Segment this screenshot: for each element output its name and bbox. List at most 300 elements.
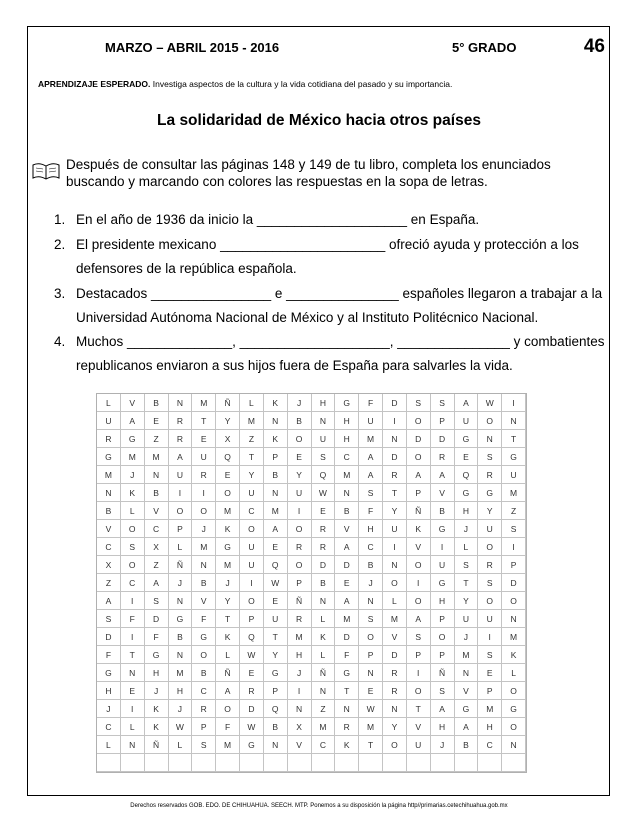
word-search-cell[interactable]: M bbox=[359, 718, 383, 736]
word-search-cell[interactable]: V bbox=[407, 718, 431, 736]
word-search-cell[interactable]: N bbox=[335, 484, 359, 502]
word-search-cell[interactable]: O bbox=[478, 412, 502, 430]
word-search-cell[interactable]: V bbox=[431, 484, 455, 502]
word-search-cell[interactable]: N bbox=[121, 736, 145, 754]
word-search-cell[interactable]: B bbox=[288, 412, 312, 430]
word-search-cell[interactable]: I bbox=[502, 394, 526, 412]
word-search-cell[interactable]: M bbox=[335, 610, 359, 628]
word-search-cell[interactable]: F bbox=[192, 610, 216, 628]
word-search-cell[interactable] bbox=[312, 754, 336, 772]
word-search-cell[interactable]: F bbox=[97, 646, 121, 664]
word-search-cell[interactable]: G bbox=[240, 736, 264, 754]
word-search-cell[interactable]: M bbox=[145, 448, 169, 466]
word-search-cell[interactable]: R bbox=[240, 682, 264, 700]
word-search-cell[interactable]: G bbox=[169, 610, 193, 628]
word-search-cell[interactable]: B bbox=[359, 556, 383, 574]
word-search-cell[interactable]: D bbox=[335, 628, 359, 646]
word-search-cell[interactable]: Y bbox=[216, 412, 240, 430]
word-search-cell[interactable]: E bbox=[192, 430, 216, 448]
word-search-cell[interactable]: G bbox=[335, 394, 359, 412]
word-search-cell[interactable]: E bbox=[240, 664, 264, 682]
word-search-cell[interactable]: T bbox=[335, 682, 359, 700]
word-search-cell[interactable]: J bbox=[288, 394, 312, 412]
word-search-cell[interactable]: N bbox=[502, 610, 526, 628]
word-search-cell[interactable]: U bbox=[478, 610, 502, 628]
word-search-cell[interactable]: E bbox=[478, 664, 502, 682]
word-search-cell[interactable]: O bbox=[288, 430, 312, 448]
word-search-cell[interactable]: M bbox=[169, 664, 193, 682]
word-search-cell[interactable]: F bbox=[359, 394, 383, 412]
word-search-cell[interactable]: Ñ bbox=[216, 664, 240, 682]
word-search-cell[interactable]: A bbox=[359, 448, 383, 466]
word-search-cell[interactable]: C bbox=[97, 718, 121, 736]
word-search-cell[interactable]: H bbox=[312, 394, 336, 412]
word-search-cell[interactable]: P bbox=[431, 610, 455, 628]
word-search-cell[interactable]: I bbox=[407, 664, 431, 682]
word-search-cell[interactable]: E bbox=[359, 682, 383, 700]
word-search-cell[interactable]: Z bbox=[502, 502, 526, 520]
word-search-cell[interactable]: K bbox=[216, 520, 240, 538]
word-search-cell[interactable]: J bbox=[216, 574, 240, 592]
word-search-cell[interactable]: T bbox=[121, 646, 145, 664]
word-search-cell[interactable]: M bbox=[359, 430, 383, 448]
word-search-cell[interactable]: O bbox=[407, 682, 431, 700]
word-search-cell[interactable]: F bbox=[359, 502, 383, 520]
word-search-cell[interactable]: O bbox=[216, 484, 240, 502]
word-search-cell[interactable]: K bbox=[312, 628, 336, 646]
word-search-cell[interactable]: A bbox=[335, 592, 359, 610]
word-search-cell[interactable]: Z bbox=[145, 430, 169, 448]
word-search-cell[interactable]: L bbox=[121, 502, 145, 520]
word-search-cell[interactable]: L bbox=[169, 736, 193, 754]
word-search-cell[interactable]: U bbox=[240, 484, 264, 502]
word-search-cell[interactable]: B bbox=[192, 664, 216, 682]
word-search-cell[interactable]: L bbox=[121, 718, 145, 736]
word-search-cell[interactable]: O bbox=[192, 646, 216, 664]
word-search-cell[interactable] bbox=[169, 754, 193, 772]
word-search-cell[interactable]: O bbox=[288, 520, 312, 538]
word-search-cell[interactable]: R bbox=[312, 538, 336, 556]
word-search-cell[interactable]: C bbox=[312, 736, 336, 754]
word-search-cell[interactable] bbox=[431, 754, 455, 772]
word-search-cell[interactable]: B bbox=[169, 628, 193, 646]
word-search-cell[interactable]: G bbox=[502, 700, 526, 718]
word-search-cell[interactable]: P bbox=[240, 610, 264, 628]
word-search-cell[interactable]: D bbox=[383, 646, 407, 664]
word-search-cell[interactable]: Y bbox=[478, 502, 502, 520]
word-search-cell[interactable] bbox=[455, 754, 479, 772]
word-search-cell[interactable]: O bbox=[431, 628, 455, 646]
word-search-cell[interactable]: S bbox=[359, 484, 383, 502]
word-search-cell[interactable]: L bbox=[312, 646, 336, 664]
word-search-cell[interactable]: C bbox=[121, 574, 145, 592]
word-search-cell[interactable]: D bbox=[383, 394, 407, 412]
word-search-cell[interactable]: O bbox=[192, 502, 216, 520]
word-search-cell[interactable]: U bbox=[383, 520, 407, 538]
word-search-cell[interactable]: H bbox=[335, 430, 359, 448]
word-search-cell[interactable]: Q bbox=[312, 466, 336, 484]
word-search-cell[interactable]: R bbox=[288, 610, 312, 628]
word-search-cell[interactable]: O bbox=[121, 520, 145, 538]
word-search-cell[interactable]: N bbox=[383, 430, 407, 448]
word-search-cell[interactable]: N bbox=[335, 700, 359, 718]
word-search-cell[interactable]: D bbox=[335, 556, 359, 574]
word-search-cell[interactable]: R bbox=[478, 556, 502, 574]
word-search-cell[interactable]: R bbox=[312, 520, 336, 538]
word-search-cell[interactable]: P bbox=[192, 718, 216, 736]
word-search-cell[interactable]: U bbox=[455, 412, 479, 430]
word-search-cell[interactable]: B bbox=[431, 502, 455, 520]
word-search-cell[interactable]: Y bbox=[264, 646, 288, 664]
word-search-cell[interactable]: I bbox=[431, 538, 455, 556]
word-search-cell[interactable] bbox=[264, 754, 288, 772]
word-search-cell[interactable]: N bbox=[359, 664, 383, 682]
word-search-cell[interactable]: E bbox=[312, 502, 336, 520]
word-search-cell[interactable]: O bbox=[502, 682, 526, 700]
word-search-cell[interactable]: S bbox=[97, 610, 121, 628]
word-search-cell[interactable]: R bbox=[383, 466, 407, 484]
word-search-cell[interactable]: Q bbox=[240, 628, 264, 646]
word-search-cell[interactable]: X bbox=[97, 556, 121, 574]
word-search-cell[interactable] bbox=[383, 754, 407, 772]
word-search-cell[interactable]: T bbox=[359, 736, 383, 754]
word-search-cell[interactable]: Y bbox=[240, 466, 264, 484]
word-search-cell[interactable]: K bbox=[335, 736, 359, 754]
word-search-cell[interactable]: P bbox=[431, 646, 455, 664]
word-search-cell[interactable]: N bbox=[478, 430, 502, 448]
word-search-cell[interactable]: V bbox=[192, 592, 216, 610]
word-search-cell[interactable]: Ñ bbox=[288, 592, 312, 610]
word-search-cell[interactable]: T bbox=[455, 574, 479, 592]
word-search-cell[interactable]: H bbox=[359, 520, 383, 538]
word-search-cell[interactable]: S bbox=[407, 628, 431, 646]
word-search-cell[interactable]: U bbox=[407, 736, 431, 754]
word-search-cell[interactable]: O bbox=[240, 592, 264, 610]
word-search-cell[interactable]: P bbox=[407, 646, 431, 664]
word-search-cell[interactable]: N bbox=[121, 664, 145, 682]
word-search-cell[interactable]: F bbox=[145, 628, 169, 646]
word-search-cell[interactable]: A bbox=[407, 466, 431, 484]
word-search-cell[interactable]: O bbox=[502, 718, 526, 736]
word-search-cell[interactable]: H bbox=[97, 682, 121, 700]
word-search-cell[interactable]: P bbox=[288, 574, 312, 592]
word-search-cell[interactable]: B bbox=[145, 484, 169, 502]
word-search-cell[interactable]: U bbox=[169, 466, 193, 484]
word-search-cell[interactable]: D bbox=[145, 610, 169, 628]
word-search-cell[interactable]: C bbox=[192, 682, 216, 700]
word-search-cell[interactable]: L bbox=[502, 664, 526, 682]
word-search-cell[interactable]: D bbox=[97, 628, 121, 646]
word-search-cell[interactable]: J bbox=[121, 466, 145, 484]
word-search-cell[interactable]: C bbox=[145, 520, 169, 538]
word-search-cell[interactable]: V bbox=[121, 394, 145, 412]
word-search-cell[interactable]: B bbox=[97, 502, 121, 520]
word-search-cell[interactable]: G bbox=[264, 664, 288, 682]
word-search-cell[interactable]: R bbox=[335, 718, 359, 736]
word-search-cell[interactable] bbox=[192, 754, 216, 772]
word-search-cell[interactable]: R bbox=[169, 412, 193, 430]
word-search-cell[interactable]: P bbox=[502, 556, 526, 574]
word-search-cell[interactable]: R bbox=[288, 538, 312, 556]
word-search-cell[interactable]: S bbox=[431, 682, 455, 700]
word-search-cell[interactable]: G bbox=[216, 538, 240, 556]
word-search-cell[interactable]: G bbox=[145, 646, 169, 664]
word-search-cell[interactable]: K bbox=[216, 628, 240, 646]
word-search-cell[interactable]: U bbox=[240, 538, 264, 556]
word-search-cell[interactable]: O bbox=[407, 412, 431, 430]
word-search-cell[interactable]: U bbox=[97, 412, 121, 430]
word-search-cell[interactable]: A bbox=[97, 592, 121, 610]
word-search-cell[interactable]: N bbox=[502, 412, 526, 430]
word-search-cell[interactable]: I bbox=[121, 592, 145, 610]
word-search-cell[interactable]: M bbox=[502, 628, 526, 646]
word-search-cell[interactable]: N bbox=[169, 592, 193, 610]
word-search-cell[interactable]: M bbox=[216, 736, 240, 754]
word-search-cell[interactable]: J bbox=[359, 574, 383, 592]
word-search-cell[interactable]: C bbox=[97, 538, 121, 556]
word-search-cell[interactable]: I bbox=[169, 484, 193, 502]
word-search-cell[interactable]: A bbox=[216, 682, 240, 700]
word-search-cell[interactable]: N bbox=[145, 466, 169, 484]
word-search-cell[interactable]: R bbox=[192, 466, 216, 484]
word-search-cell[interactable]: U bbox=[192, 448, 216, 466]
word-search-cell[interactable]: S bbox=[455, 556, 479, 574]
word-search-cell[interactable]: N bbox=[192, 556, 216, 574]
word-search-cell[interactable]: R bbox=[169, 430, 193, 448]
word-search-cell[interactable]: N bbox=[264, 736, 288, 754]
word-search-cell[interactable]: U bbox=[478, 520, 502, 538]
word-search-cell[interactable]: W bbox=[359, 700, 383, 718]
word-search-cell[interactable]: E bbox=[264, 592, 288, 610]
word-search-cell[interactable]: P bbox=[407, 484, 431, 502]
word-search-cell[interactable] bbox=[407, 754, 431, 772]
word-search-cell[interactable]: O bbox=[383, 574, 407, 592]
word-search-cell[interactable]: M bbox=[216, 502, 240, 520]
word-search-cell[interactable] bbox=[121, 754, 145, 772]
word-search-cell[interactable]: V bbox=[335, 520, 359, 538]
word-search-cell[interactable]: T bbox=[192, 412, 216, 430]
word-search-cell[interactable]: N bbox=[264, 412, 288, 430]
word-search-cell[interactable]: L bbox=[97, 394, 121, 412]
word-search-cell[interactable]: H bbox=[455, 502, 479, 520]
word-search-cell[interactable]: P bbox=[359, 646, 383, 664]
word-search-cell[interactable]: O bbox=[478, 538, 502, 556]
word-search-cell[interactable]: S bbox=[312, 448, 336, 466]
word-search-cell[interactable]: T bbox=[502, 430, 526, 448]
word-search-cell[interactable]: M bbox=[192, 538, 216, 556]
word-search-cell[interactable]: V bbox=[407, 538, 431, 556]
word-search-cell[interactable]: V bbox=[455, 682, 479, 700]
word-search-cell[interactable]: N bbox=[359, 592, 383, 610]
word-search-cell[interactable]: A bbox=[121, 412, 145, 430]
word-search-cell[interactable]: M bbox=[192, 394, 216, 412]
word-search-cell[interactable]: M bbox=[478, 700, 502, 718]
word-search-cell[interactable]: A bbox=[359, 466, 383, 484]
word-search-cell[interactable]: G bbox=[478, 484, 502, 502]
word-search-cell[interactable]: I bbox=[478, 628, 502, 646]
word-search-cell[interactable]: Q bbox=[216, 448, 240, 466]
word-search-cell[interactable]: I bbox=[192, 484, 216, 502]
word-search-cell[interactable]: Q bbox=[264, 700, 288, 718]
word-search-cell[interactable]: J bbox=[288, 664, 312, 682]
word-search-cell[interactable]: O bbox=[478, 592, 502, 610]
word-search-cell[interactable]: E bbox=[216, 466, 240, 484]
word-search-cell[interactable]: G bbox=[121, 430, 145, 448]
word-search-cell[interactable]: O bbox=[359, 628, 383, 646]
word-search-cell[interactable]: I bbox=[383, 538, 407, 556]
word-search-cell[interactable] bbox=[502, 754, 526, 772]
word-search-cell[interactable]: I bbox=[383, 412, 407, 430]
word-search-cell[interactable]: O bbox=[502, 592, 526, 610]
word-search-cell[interactable]: G bbox=[455, 484, 479, 502]
word-search-cell[interactable]: C bbox=[478, 736, 502, 754]
word-search-cell[interactable]: N bbox=[264, 484, 288, 502]
word-search-cell[interactable]: M bbox=[264, 502, 288, 520]
word-search-cell[interactable]: H bbox=[288, 646, 312, 664]
word-search-cell[interactable]: L bbox=[169, 538, 193, 556]
word-search-cell[interactable]: Ñ bbox=[216, 394, 240, 412]
word-search-cell[interactable]: I bbox=[288, 682, 312, 700]
word-search-cell[interactable]: W bbox=[169, 718, 193, 736]
word-search-cell[interactable]: J bbox=[169, 700, 193, 718]
word-search-cell[interactable]: C bbox=[359, 538, 383, 556]
word-search-cell[interactable]: K bbox=[407, 520, 431, 538]
word-search-cell[interactable]: A bbox=[145, 574, 169, 592]
word-search-cell[interactable]: C bbox=[240, 502, 264, 520]
word-search-cell[interactable]: A bbox=[407, 610, 431, 628]
word-search-cell[interactable]: Y bbox=[383, 718, 407, 736]
word-search-cell[interactable] bbox=[97, 754, 121, 772]
word-search-cell[interactable]: N bbox=[383, 700, 407, 718]
word-search-cell[interactable]: P bbox=[431, 412, 455, 430]
word-search-cell[interactable]: D bbox=[312, 556, 336, 574]
word-search-cell[interactable]: E bbox=[121, 682, 145, 700]
word-search-cell[interactable]: I bbox=[502, 538, 526, 556]
word-search-cell[interactable]: G bbox=[431, 520, 455, 538]
word-search-cell[interactable]: M bbox=[288, 628, 312, 646]
word-search-cell[interactable]: A bbox=[431, 466, 455, 484]
word-search-cell[interactable]: F bbox=[121, 610, 145, 628]
word-search-cell[interactable]: B bbox=[192, 574, 216, 592]
word-search-cell[interactable]: K bbox=[145, 700, 169, 718]
word-search-cell[interactable]: E bbox=[335, 574, 359, 592]
word-search-cell[interactable]: D bbox=[240, 700, 264, 718]
word-search-cell[interactable]: Y bbox=[455, 592, 479, 610]
word-search-cell[interactable] bbox=[359, 754, 383, 772]
word-search-cell[interactable]: D bbox=[431, 430, 455, 448]
word-search-cell[interactable]: J bbox=[431, 736, 455, 754]
word-search-cell[interactable]: P bbox=[169, 520, 193, 538]
word-search-cell[interactable]: B bbox=[335, 502, 359, 520]
word-search-cell[interactable]: V bbox=[97, 520, 121, 538]
word-search-cell[interactable]: G bbox=[431, 574, 455, 592]
word-search-cell[interactable]: H bbox=[478, 718, 502, 736]
word-search-cell[interactable] bbox=[478, 754, 502, 772]
word-search-cell[interactable]: B bbox=[264, 718, 288, 736]
word-search-cell[interactable]: C bbox=[335, 448, 359, 466]
word-search-cell[interactable]: B bbox=[455, 736, 479, 754]
word-search-cell[interactable]: I bbox=[240, 574, 264, 592]
word-search-cell[interactable]: A bbox=[264, 520, 288, 538]
word-search-cell[interactable]: X bbox=[288, 718, 312, 736]
word-search-cell[interactable]: K bbox=[145, 718, 169, 736]
word-search-cell[interactable]: E bbox=[145, 412, 169, 430]
word-search-cell[interactable]: Ñ bbox=[407, 502, 431, 520]
word-search-cell[interactable]: K bbox=[502, 646, 526, 664]
word-search-cell[interactable]: R bbox=[478, 466, 502, 484]
word-search-cell[interactable]: Z bbox=[312, 700, 336, 718]
word-search-cell[interactable] bbox=[216, 754, 240, 772]
word-search-cell[interactable]: M bbox=[502, 484, 526, 502]
word-search-cell[interactable]: S bbox=[121, 538, 145, 556]
word-search-cell[interactable]: G bbox=[502, 448, 526, 466]
word-search-cell[interactable]: W bbox=[312, 484, 336, 502]
word-search-cell[interactable]: G bbox=[192, 628, 216, 646]
word-search-cell[interactable]: R bbox=[383, 682, 407, 700]
word-search-cell[interactable]: P bbox=[264, 448, 288, 466]
word-search-cell[interactable]: S bbox=[502, 520, 526, 538]
word-search-cell[interactable]: D bbox=[502, 574, 526, 592]
word-search-cell[interactable]: O bbox=[407, 592, 431, 610]
word-search-cell[interactable]: V bbox=[288, 736, 312, 754]
word-search-cell[interactable]: U bbox=[431, 556, 455, 574]
word-search-cell[interactable]: I bbox=[288, 502, 312, 520]
word-search-cell[interactable]: X bbox=[145, 538, 169, 556]
word-search-cell[interactable]: O bbox=[407, 448, 431, 466]
word-search-cell[interactable]: I bbox=[121, 700, 145, 718]
word-search-cell[interactable]: W bbox=[264, 574, 288, 592]
word-search-cell[interactable]: O bbox=[288, 556, 312, 574]
word-search-cell[interactable]: M bbox=[121, 448, 145, 466]
word-search-cell[interactable] bbox=[145, 754, 169, 772]
word-search-cell[interactable]: W bbox=[240, 718, 264, 736]
word-search-cell[interactable] bbox=[335, 754, 359, 772]
word-search-cell[interactable]: M bbox=[455, 646, 479, 664]
word-search-cell[interactable]: S bbox=[478, 646, 502, 664]
word-search-cell[interactable]: Y bbox=[216, 592, 240, 610]
word-search-cell[interactable]: S bbox=[145, 592, 169, 610]
word-search-cell[interactable]: S bbox=[359, 610, 383, 628]
word-search-cell[interactable]: Ñ bbox=[145, 736, 169, 754]
word-search-cell[interactable]: N bbox=[288, 700, 312, 718]
word-search-cell[interactable]: H bbox=[335, 412, 359, 430]
word-search-cell[interactable]: T bbox=[407, 700, 431, 718]
word-search-cell[interactable]: U bbox=[502, 466, 526, 484]
word-search-cell[interactable]: A bbox=[431, 700, 455, 718]
word-search-cell[interactable]: L bbox=[383, 592, 407, 610]
word-search-cell[interactable]: I bbox=[121, 628, 145, 646]
word-search-cell[interactable]: G bbox=[455, 430, 479, 448]
word-search-cell[interactable]: M bbox=[335, 466, 359, 484]
word-search-cell[interactable]: O bbox=[169, 502, 193, 520]
word-search-cell[interactable]: G bbox=[335, 664, 359, 682]
word-search-cell[interactable]: J bbox=[97, 700, 121, 718]
word-search-cell[interactable]: H bbox=[169, 682, 193, 700]
word-search-cell[interactable]: M bbox=[97, 466, 121, 484]
word-search-cell[interactable]: J bbox=[169, 574, 193, 592]
word-search-cell[interactable]: R bbox=[97, 430, 121, 448]
word-search-cell[interactable]: T bbox=[240, 448, 264, 466]
word-search-cell[interactable]: A bbox=[169, 448, 193, 466]
word-search-cell[interactable]: T bbox=[216, 610, 240, 628]
word-search-cell[interactable]: U bbox=[264, 610, 288, 628]
word-search-cell[interactable]: M bbox=[383, 610, 407, 628]
word-search-cell[interactable]: H bbox=[145, 664, 169, 682]
word-search-cell[interactable]: G bbox=[97, 448, 121, 466]
word-search-cell[interactable]: L bbox=[312, 610, 336, 628]
word-search-cell[interactable]: L bbox=[97, 736, 121, 754]
word-search-cell[interactable]: Y bbox=[288, 466, 312, 484]
